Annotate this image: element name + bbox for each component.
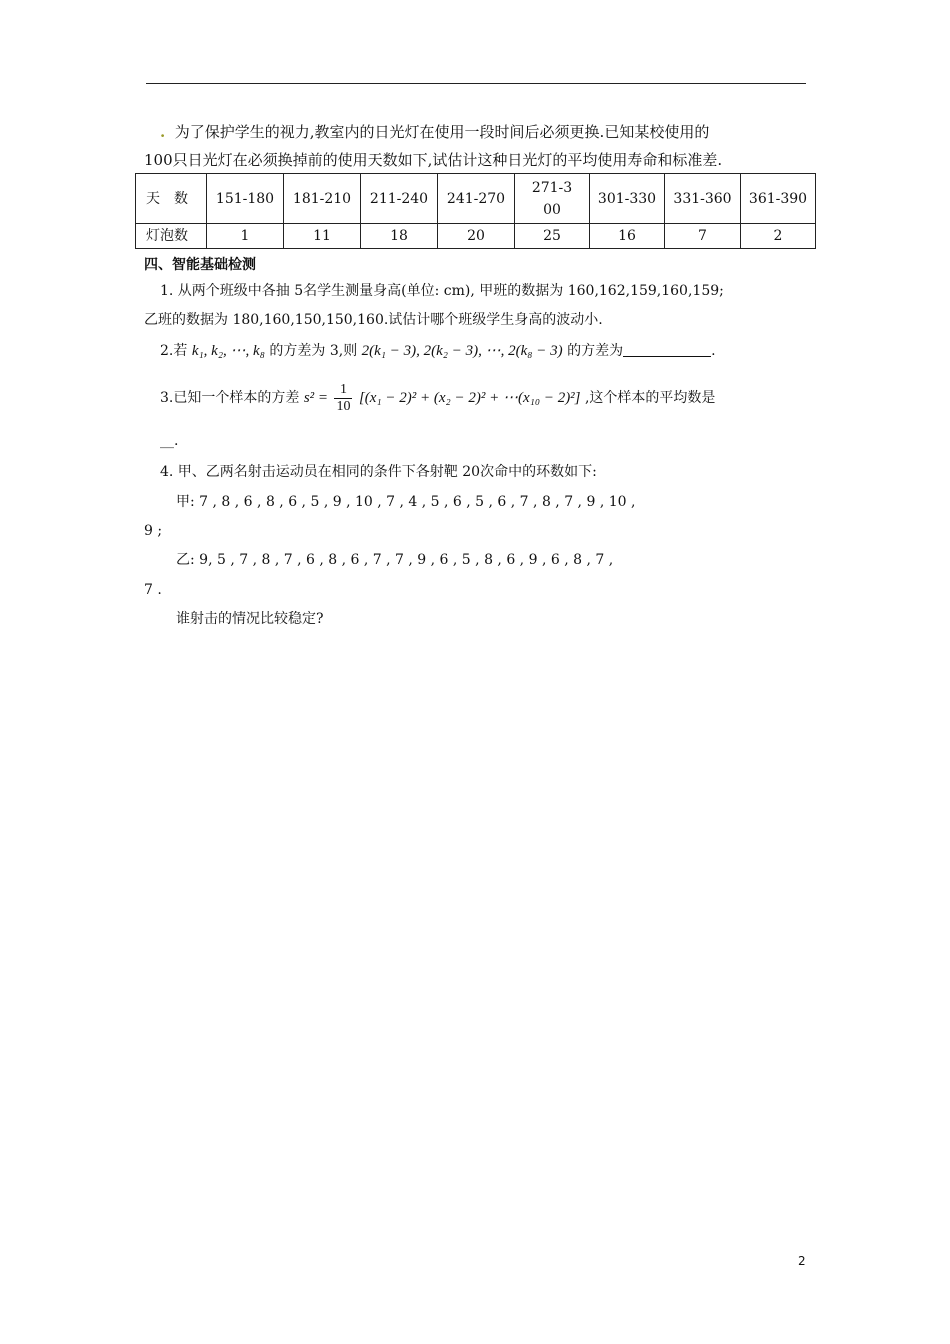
q4-yi-1: 乙: 9, 5 , 7 , 8 , 7 , 6 , 8 , 6 , 7 , 7 , 9 , 6 , 5 , 8 , 6 , 9 , 6 , 8 , 7 , xyxy=(176,552,614,568)
count-cell: 7 xyxy=(665,224,741,249)
count-cell: 16 xyxy=(590,224,665,249)
count-cell: 25 xyxy=(515,224,590,249)
table-row-days xyxy=(136,174,816,224)
page-number: 2 xyxy=(798,1254,806,1268)
range-cell: 241-270 xyxy=(438,174,515,224)
q3-frac-den: 10 xyxy=(336,398,351,414)
range-cell: 181-210 xyxy=(284,174,361,224)
q2-line: 2.若 k₁, k₂, ⋯, k₈ 的方差为 3,则 2(k₁ − 3), 2(k₂ − 3), ⋯, 2(k₈ − 3) 的方差为 . xyxy=(160,343,716,359)
usage-table xyxy=(135,173,816,249)
days-header: 天 数 xyxy=(136,174,207,224)
count-cell: 11 xyxy=(284,224,361,249)
range-cell: 331-360 xyxy=(665,174,741,224)
count-cell: 1 xyxy=(207,224,284,249)
q3-answer: __. xyxy=(160,433,179,449)
q2-vars: k₁, k₂, ⋯, k₈ xyxy=(191,343,265,359)
q1-line-2: 乙班的数据为 180,160,150,150,160.试估计哪个班级学生身高的波动小. xyxy=(144,312,603,328)
q2-mid: 的方差为 3,则 xyxy=(269,343,358,359)
count-cell: 20 xyxy=(438,224,515,249)
range-cell: 151-180 xyxy=(207,174,284,224)
q3-suffix: ,这个样本的平均数是 xyxy=(584,390,716,406)
q3-rhs: [(x₁ − 2)² + (x₂ − 2)² + ⋯(x₁₀ − 2)²] xyxy=(358,390,581,406)
range-cell: 301-330 xyxy=(590,174,665,224)
q2-expr: 2(k₁ − 3), 2(k₂ − 3), ⋯, 2(k₈ − 3) xyxy=(361,343,563,359)
q4-yi-2: 7 . xyxy=(144,582,162,598)
intro-line-2: 100只日光灯在必须换掉前的使用天数如下,试估计这种日光灯的平均使用寿命和标准差. xyxy=(144,151,723,169)
range-cell: 211-240 xyxy=(361,174,438,224)
section-title: 四、智能基础检测 xyxy=(144,257,256,273)
intro-text-1: 为了保护学生的视力,教室内的日光灯在使用一段时间后必须更换.已知某校使用的 xyxy=(174,123,710,141)
count-cell: 2 xyxy=(741,224,816,249)
q3-fraction xyxy=(334,382,352,415)
table-row-counts xyxy=(136,224,816,249)
q2-prefix: 2.若 xyxy=(160,343,188,359)
count-header: 灯泡数 xyxy=(136,224,207,249)
q3-prefix: 3.已知一个样本的方差 xyxy=(160,390,300,406)
intro-line-1 xyxy=(160,122,709,142)
q3-lhs: s² = xyxy=(303,390,329,406)
q4-jia-1: 甲: 7 , 8 , 6 , 8 , 6 , 5 , 9 , 10 , 7 , 4 , 5 , 6 , 5 , 6 , 7 , 8 , 7 , 9 , 10 , xyxy=(176,494,636,510)
range-cell: 271-300 xyxy=(515,174,590,224)
range-cell: 361-390 xyxy=(741,174,816,224)
q3-line xyxy=(160,380,715,416)
q3-frac-num: 1 xyxy=(334,382,352,399)
q4-jia-2: 9 ; xyxy=(144,523,163,539)
q2-suffix: 的方差为 xyxy=(567,343,624,359)
bullet-dot: . xyxy=(160,123,166,141)
q4-question: 谁射击的情况比较稳定? xyxy=(176,611,324,627)
q4-line-1: 4. 甲、乙两名射击运动员在相同的条件下各射靶 20次命中的环数如下: xyxy=(160,464,597,480)
header-rule xyxy=(146,83,806,84)
answer-blank[interactable] xyxy=(623,342,711,357)
q1-line-1: 1. 从两个班级中各抽 5名学生测量身高(单位: cm), 甲班的数据为 160,162,159,160,159; xyxy=(160,283,724,299)
count-cell: 18 xyxy=(361,224,438,249)
